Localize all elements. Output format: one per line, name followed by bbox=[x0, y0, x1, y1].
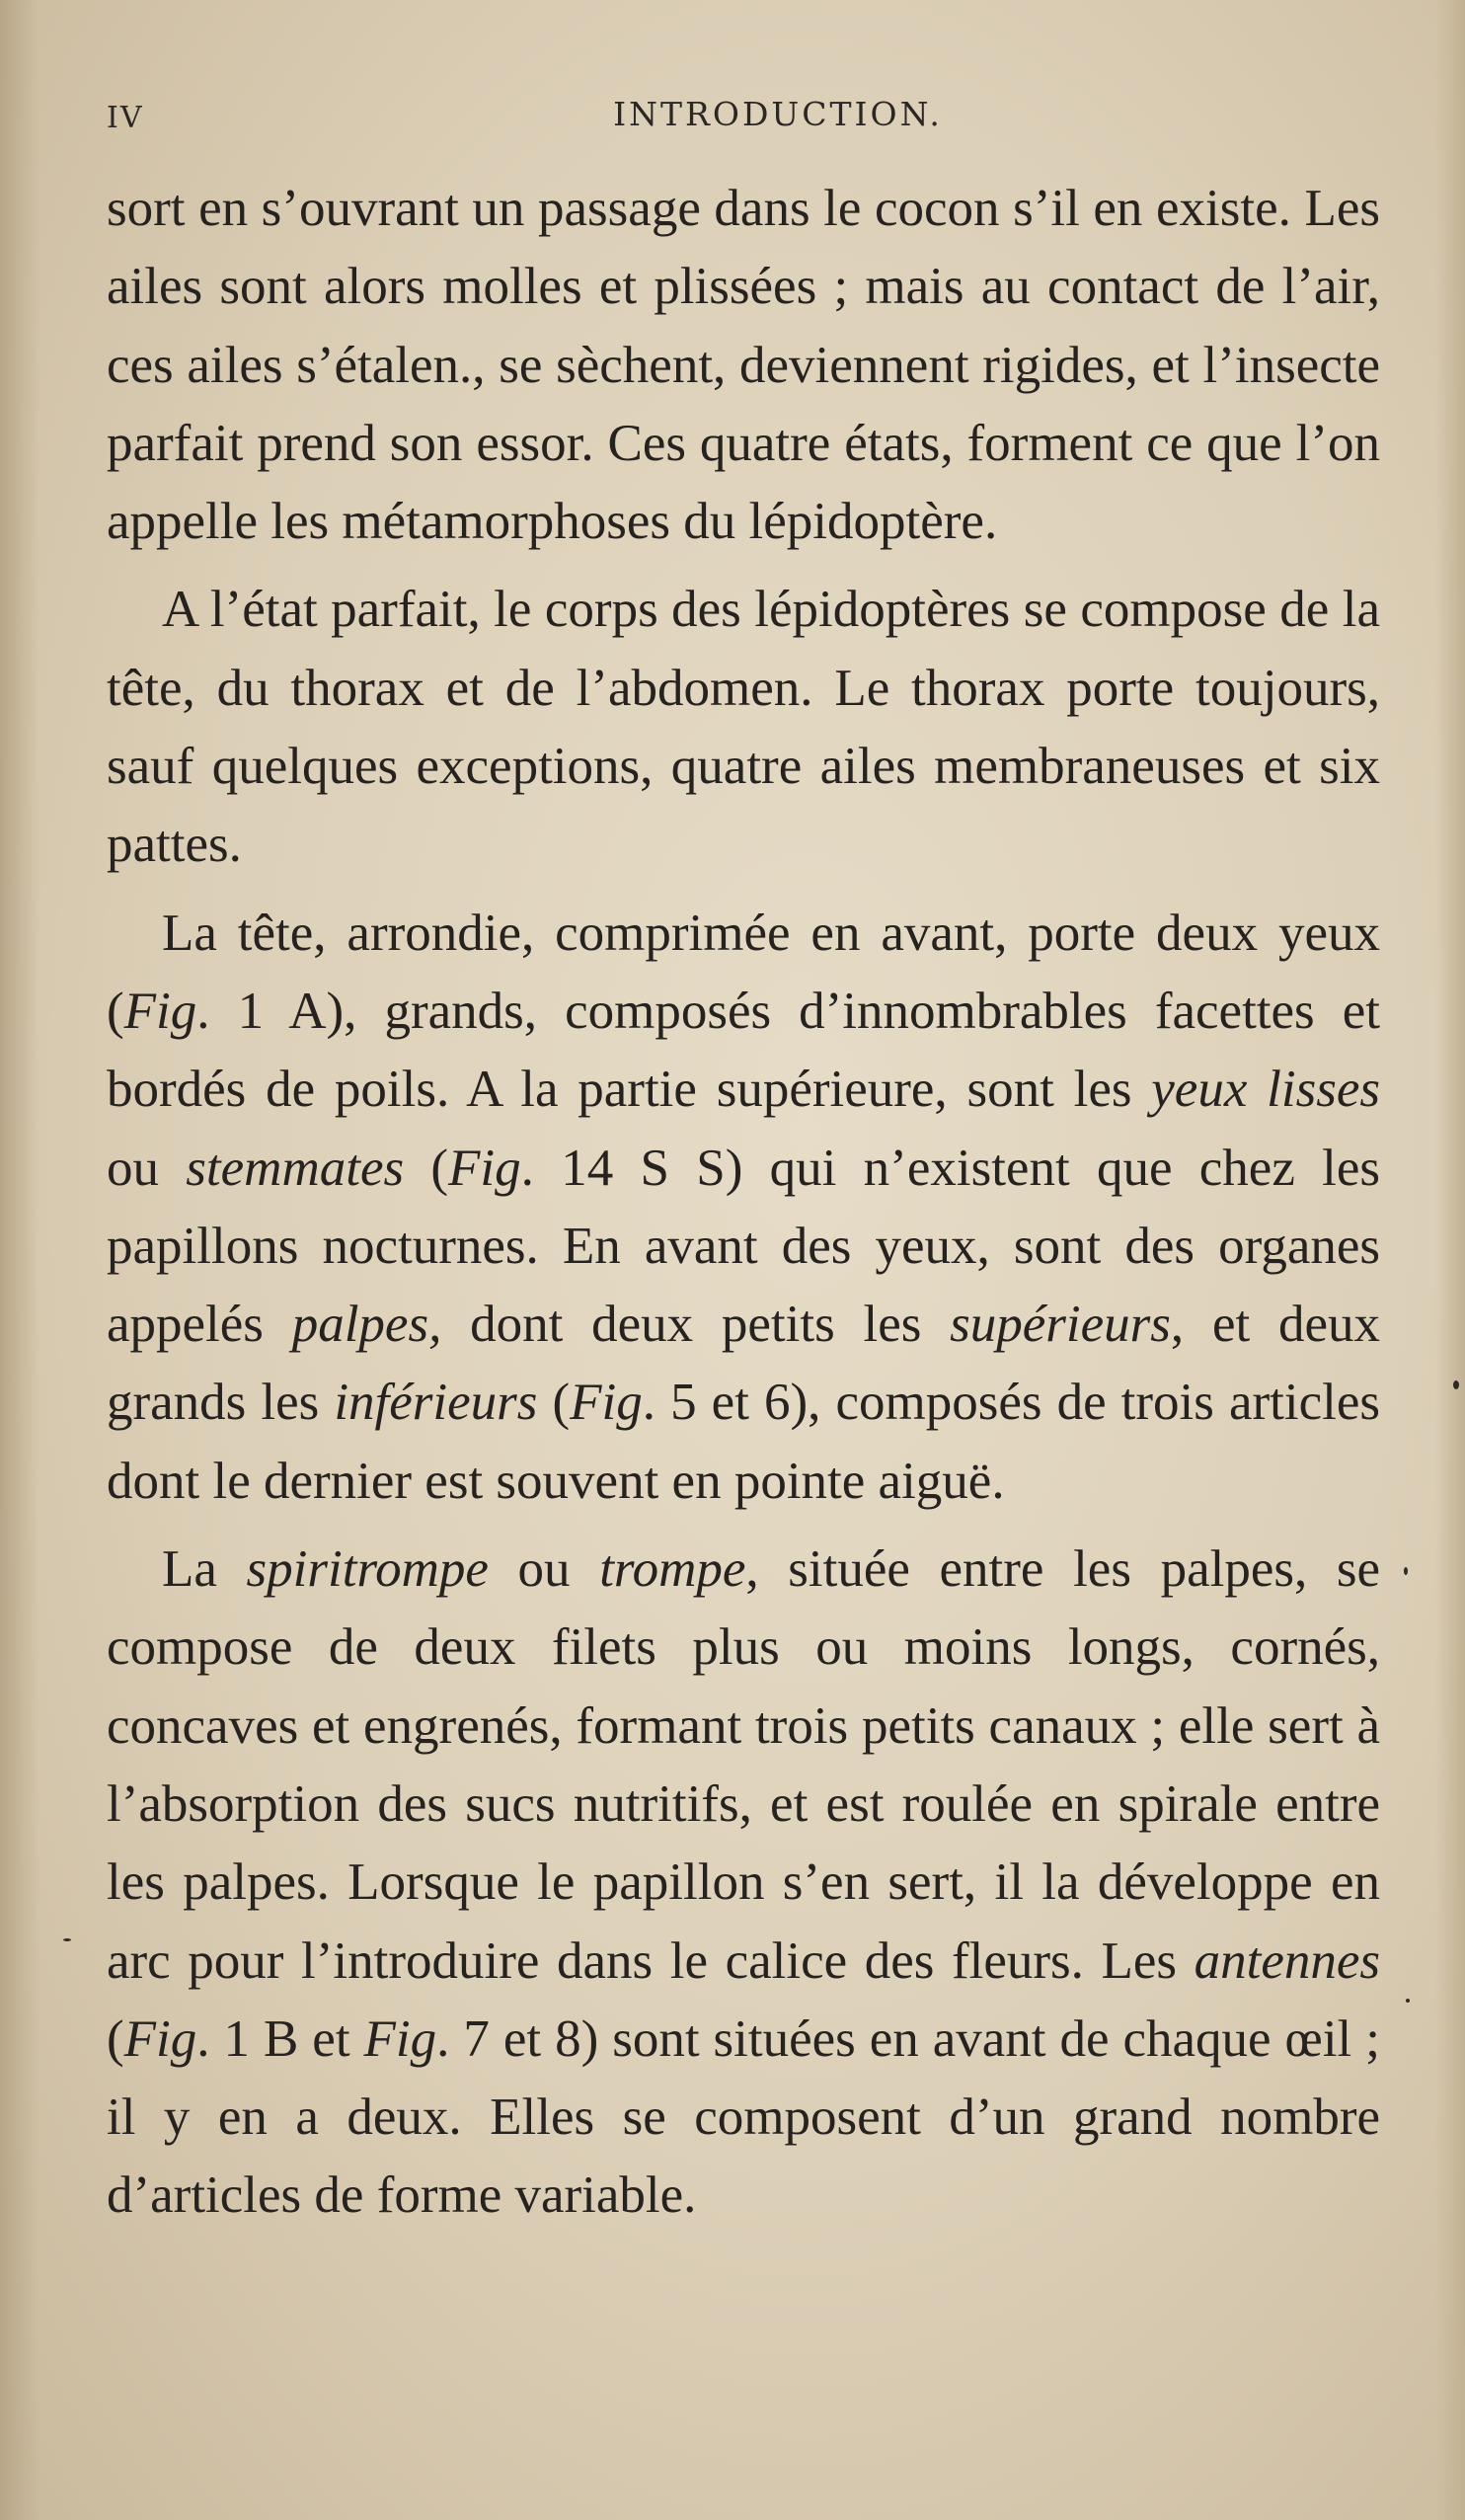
italic-term: Fig bbox=[570, 1374, 643, 1432]
page-edge-shadow-right bbox=[1435, 0, 1465, 2520]
italic-term: antennes bbox=[1194, 1931, 1380, 1990]
ink-speck bbox=[1404, 1567, 1408, 1575]
text-run: . 1 B et bbox=[196, 2009, 364, 2068]
text-run: La tête, arrondie, comprimée en avant, porte deux yeux ( bbox=[107, 904, 1380, 1040]
paragraph-4 bbox=[107, 1531, 1380, 2236]
text-run: . 7 et 8) sont situées en avant de chaque œil ; il y en a deux. Elles se composent d’un grand nombre d’articles de forme variable. bbox=[107, 2009, 1380, 2225]
text-run: . 5 et 6), composés de trois articles dont le dernier est souvent en pointe aiguë. bbox=[107, 1374, 1380, 1510]
ink-speck bbox=[1406, 1999, 1410, 2003]
text-run: ou bbox=[488, 1540, 600, 1599]
italic-term: palpes, bbox=[291, 1296, 442, 1354]
paragraph-2 bbox=[107, 571, 1380, 884]
italic-term: Fig bbox=[123, 982, 197, 1040]
ink-speck bbox=[1453, 1380, 1459, 1389]
paragraph-3 bbox=[107, 895, 1380, 1521]
text-run: , et deux grands les bbox=[107, 1296, 1380, 1432]
ink-speck bbox=[63, 1938, 71, 1941]
running-title: INTRODUCTION. bbox=[613, 95, 943, 133]
running-head bbox=[107, 95, 1380, 144]
text-run: ( bbox=[107, 2009, 124, 2068]
text-run: sort en s’ouvrant un passage dans le cocon s’il en existe. Les ailes sont alors molles et plissées ; mais au contact de l’air, ces ailes s’étalen., se sèchent, deviennent rigides, et l’insecte parfait prend son essor. Ces quatre états, forment ce que l’on appelle les métamorphoses du lépidoptère. bbox=[107, 180, 1380, 551]
page-number: IV bbox=[107, 101, 144, 135]
italic-term: yeux lisses bbox=[1151, 1061, 1380, 1119]
text-run: ( bbox=[404, 1139, 449, 1197]
text-run: . 1 A), grands, composés d’innombrables facettes et bordés de poils. A la partie supérieure, sont les bbox=[107, 982, 1380, 1119]
text-run: ( bbox=[537, 1374, 571, 1432]
text-run: A l’état parfait, le corps des lépidoptères se compose de la tête, du thorax et de l’abdomen. Le thorax porte toujours, sauf quelques exceptions, quatre ailes membraneuses et six pattes. bbox=[107, 581, 1380, 874]
page-edge-shadow-left bbox=[0, 0, 39, 2520]
italic-term: stemmates bbox=[186, 1139, 405, 1197]
body-text bbox=[107, 170, 1380, 2236]
italic-term: Fig bbox=[123, 2009, 197, 2068]
text-run: dont deux petits les bbox=[441, 1296, 951, 1354]
text-run: , située entre les palpes, se compose de deux filets plus ou moins longs, cornés, concaves et engrenés, formant trois petits canaux ; elle sert à l’absorption des sucs nutritifs, et est roulée en spirale entre les palpes. Lorsque le papillon s’en sert, il la développe en arc pour l’introduire dans le calice des fleurs. Les bbox=[107, 1540, 1380, 1990]
italic-term: Fig bbox=[448, 1139, 521, 1197]
text-run: . 14 S S) qui n’existent que chez les papillons nocturnes. En avant des yeux, sont des organes appelés bbox=[107, 1139, 1381, 1354]
italic-term: supérieurs bbox=[950, 1296, 1171, 1354]
text-run: ou bbox=[107, 1139, 187, 1197]
paragraph-1 bbox=[107, 170, 1380, 561]
italic-term: trompe bbox=[599, 1540, 746, 1599]
italic-term: Fig bbox=[363, 2009, 437, 2068]
italic-term: inférieurs bbox=[334, 1374, 538, 1432]
text-run: La bbox=[162, 1540, 247, 1599]
italic-term: spiritrompe bbox=[246, 1540, 489, 1599]
